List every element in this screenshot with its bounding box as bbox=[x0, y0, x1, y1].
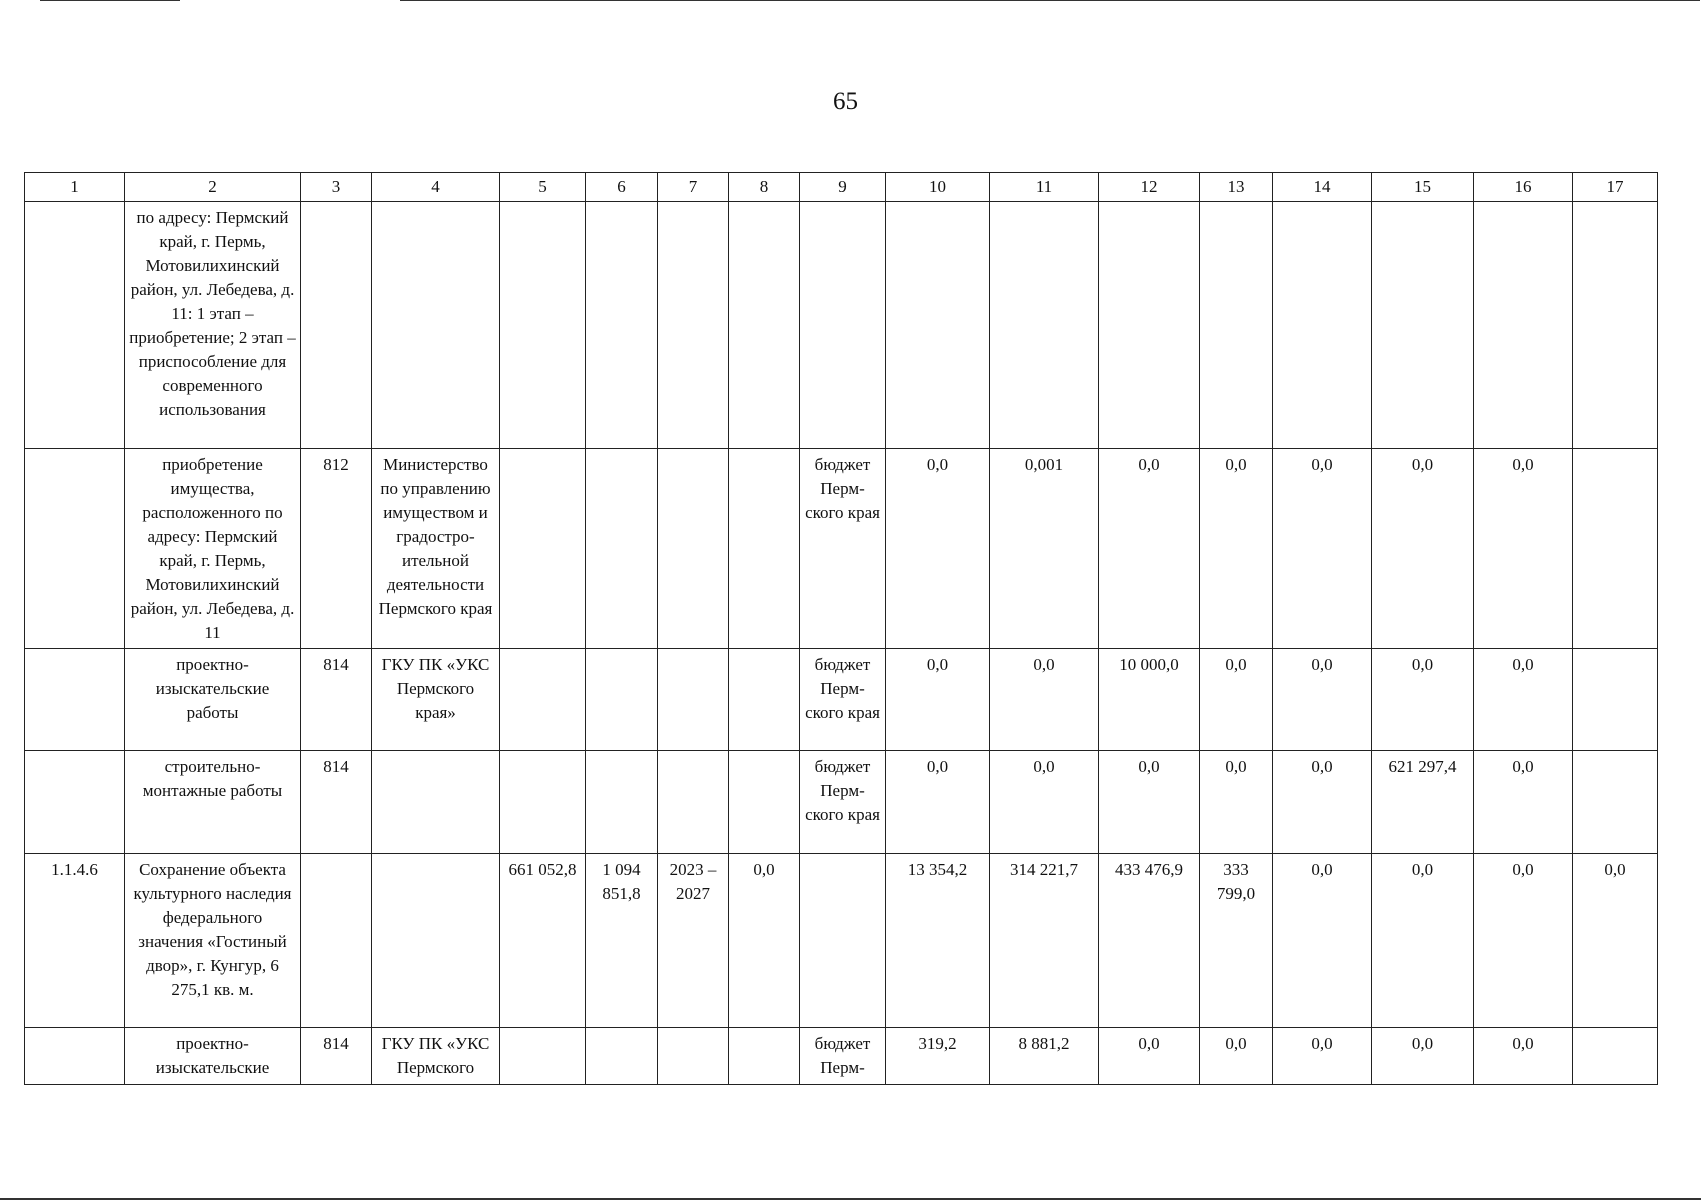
value-cell bbox=[729, 449, 800, 649]
item-description: Сохранение объекта культурного наследия федерального значения «Гостиный двор», г. Кунгур, 6 275,1 кв. м. bbox=[125, 854, 301, 1028]
value-cell: 0,0 bbox=[1372, 1028, 1474, 1085]
value-cell: 8 881,2 bbox=[990, 1028, 1099, 1085]
value-cell bbox=[886, 202, 990, 449]
value-cell: 0,0 bbox=[1099, 449, 1200, 649]
value-cell: 0,0 bbox=[1273, 449, 1372, 649]
item-description: приобретение имущества, расположенного по адресу: Пермский край, г. Пермь, Мотовилихинский район, ул. Лебедева, д. 11 bbox=[125, 449, 301, 649]
value-cell: 0,0 bbox=[1474, 449, 1573, 649]
value-cell: 0,0 bbox=[1200, 751, 1273, 854]
value-cell bbox=[729, 202, 800, 449]
item-description: по адресу: Пермский край, г. Пермь, Мотовилихинский район, ул. Лебедева, д. 11: 1 этап – приобретение; 2 этап – приспособление для современного использования bbox=[125, 202, 301, 449]
value-cell: 0,0 bbox=[1372, 854, 1474, 1028]
header-cell: 4 bbox=[372, 173, 500, 202]
header-cell: 2 bbox=[125, 173, 301, 202]
value-cell bbox=[1200, 202, 1273, 449]
value-cell: 0,0 bbox=[1273, 649, 1372, 751]
header-cell: 14 bbox=[1273, 173, 1372, 202]
header-cell: 1 bbox=[25, 173, 125, 202]
header-cell: 6 bbox=[586, 173, 658, 202]
funding-source-cell: бюджет Перм-ского края bbox=[800, 649, 886, 751]
row-number: 1.1.4.6 bbox=[25, 854, 125, 1028]
header-cell: 12 bbox=[1099, 173, 1200, 202]
table-row bbox=[25, 449, 1658, 649]
value-cell: 0,001 bbox=[990, 449, 1099, 649]
row-number bbox=[25, 1028, 125, 1085]
code-cell: 812 bbox=[301, 449, 372, 649]
period-cell bbox=[658, 449, 729, 649]
table-row bbox=[25, 202, 1658, 449]
executor-cell: Министерство по управлению имуществом и градостро-ительной деятельности Пермского края bbox=[372, 449, 500, 649]
value-cell bbox=[586, 1028, 658, 1085]
value-cell: 0,0 bbox=[886, 751, 990, 854]
executor-cell bbox=[372, 751, 500, 854]
row-number bbox=[25, 649, 125, 751]
value-cell: 314 221,7 bbox=[990, 854, 1099, 1028]
header-cell: 5 bbox=[500, 173, 586, 202]
item-description: проектно-изыскательские bbox=[125, 1028, 301, 1085]
value-cell bbox=[729, 649, 800, 751]
header-cell: 16 bbox=[1474, 173, 1573, 202]
value-cell: 0,0 bbox=[886, 649, 990, 751]
value-cell: 333 799,0 bbox=[1200, 854, 1273, 1028]
value-cell bbox=[729, 1028, 800, 1085]
value-cell bbox=[1573, 649, 1658, 751]
value-cell: 0,0 bbox=[1372, 649, 1474, 751]
value-cell: 0,0 bbox=[1474, 854, 1573, 1028]
page-number: 65 bbox=[833, 88, 858, 115]
header-cell: 11 bbox=[990, 173, 1099, 202]
value-cell: 0,0 bbox=[1474, 751, 1573, 854]
row-number bbox=[25, 751, 125, 854]
value-cell bbox=[500, 1028, 586, 1085]
value-cell: 1 094 851,8 bbox=[586, 854, 658, 1028]
value-cell bbox=[586, 202, 658, 449]
value-cell: 0,0 bbox=[1273, 1028, 1372, 1085]
value-cell bbox=[1573, 751, 1658, 854]
value-cell bbox=[1372, 202, 1474, 449]
header-cell: 9 bbox=[800, 173, 886, 202]
value-cell: 0,0 bbox=[1099, 1028, 1200, 1085]
header-cell: 13 bbox=[1200, 173, 1273, 202]
value-cell bbox=[990, 202, 1099, 449]
value-cell: 0,0 bbox=[1200, 649, 1273, 751]
value-cell: 661 052,8 bbox=[500, 854, 586, 1028]
funding-source-cell bbox=[800, 202, 886, 449]
value-cell: 13 354,2 bbox=[886, 854, 990, 1028]
header-cell: 8 bbox=[729, 173, 800, 202]
executor-cell: ГКУ ПК «УКС Пермского bbox=[372, 1028, 500, 1085]
table-row bbox=[25, 649, 1658, 751]
value-cell: 0,0 bbox=[886, 449, 990, 649]
value-cell: 0,0 bbox=[1474, 1028, 1573, 1085]
table-row bbox=[25, 854, 1658, 1028]
value-cell bbox=[500, 449, 586, 649]
period-cell bbox=[658, 751, 729, 854]
header-cell: 17 bbox=[1573, 173, 1658, 202]
value-cell: 0,0 bbox=[1372, 449, 1474, 649]
value-cell bbox=[500, 751, 586, 854]
value-cell bbox=[586, 649, 658, 751]
period-cell bbox=[658, 202, 729, 449]
scan-edge-top bbox=[400, 0, 1700, 1]
value-cell: 621 297,4 bbox=[1372, 751, 1474, 854]
period-cell bbox=[658, 1028, 729, 1085]
value-cell bbox=[1573, 202, 1658, 449]
scan-edge-top-left bbox=[40, 0, 180, 1]
value-cell bbox=[1099, 202, 1200, 449]
value-cell bbox=[1273, 202, 1372, 449]
value-cell: 10 000,0 bbox=[1099, 649, 1200, 751]
value-cell: 0,0 bbox=[1474, 649, 1573, 751]
funding-source-cell bbox=[800, 854, 886, 1028]
period-cell bbox=[658, 649, 729, 751]
item-description: строительно-монтажные работы bbox=[125, 751, 301, 854]
value-cell: 0,0 bbox=[1273, 854, 1372, 1028]
header-cell: 10 bbox=[886, 173, 990, 202]
value-cell bbox=[1573, 1028, 1658, 1085]
code-cell bbox=[301, 202, 372, 449]
header-cell: 3 bbox=[301, 173, 372, 202]
value-cell: 319,2 bbox=[886, 1028, 990, 1085]
value-cell: 0,0 bbox=[990, 751, 1099, 854]
value-cell: 433 476,9 bbox=[1099, 854, 1200, 1028]
value-cell: 0,0 bbox=[1200, 1028, 1273, 1085]
period-cell: 2023 – 2027 bbox=[658, 854, 729, 1028]
value-cell bbox=[586, 449, 658, 649]
funding-source-cell: бюджет Перм- bbox=[800, 1028, 886, 1085]
executor-cell bbox=[372, 854, 500, 1028]
row-number bbox=[25, 449, 125, 649]
table-row bbox=[25, 751, 1658, 854]
value-cell: 0,0 bbox=[1200, 449, 1273, 649]
table-header-row bbox=[25, 173, 1658, 202]
funding-source-cell: бюджет Перм-ского края bbox=[800, 449, 886, 649]
executor-cell: ГКУ ПК «УКС Пермского края» bbox=[372, 649, 500, 751]
value-cell: 0,0 bbox=[990, 649, 1099, 751]
value-cell bbox=[500, 649, 586, 751]
code-cell bbox=[301, 854, 372, 1028]
item-description: проектно-изыскательские работы bbox=[125, 649, 301, 751]
row-number bbox=[25, 202, 125, 449]
header-cell: 15 bbox=[1372, 173, 1474, 202]
value-cell: 0,0 bbox=[1573, 854, 1658, 1028]
data-table bbox=[24, 172, 1658, 1085]
value-cell: 0,0 bbox=[1273, 751, 1372, 854]
header-cell: 7 bbox=[658, 173, 729, 202]
value-cell: 0,0 bbox=[729, 854, 800, 1028]
value-cell: 0,0 bbox=[1099, 751, 1200, 854]
value-cell bbox=[1474, 202, 1573, 449]
code-cell: 814 bbox=[301, 1028, 372, 1085]
value-cell bbox=[500, 202, 586, 449]
value-cell bbox=[1573, 449, 1658, 649]
executor-cell bbox=[372, 202, 500, 449]
table-row bbox=[25, 1028, 1658, 1085]
value-cell bbox=[729, 751, 800, 854]
code-cell: 814 bbox=[301, 649, 372, 751]
code-cell: 814 bbox=[301, 751, 372, 854]
value-cell bbox=[586, 751, 658, 854]
funding-source-cell: бюджет Перм-ского края bbox=[800, 751, 886, 854]
